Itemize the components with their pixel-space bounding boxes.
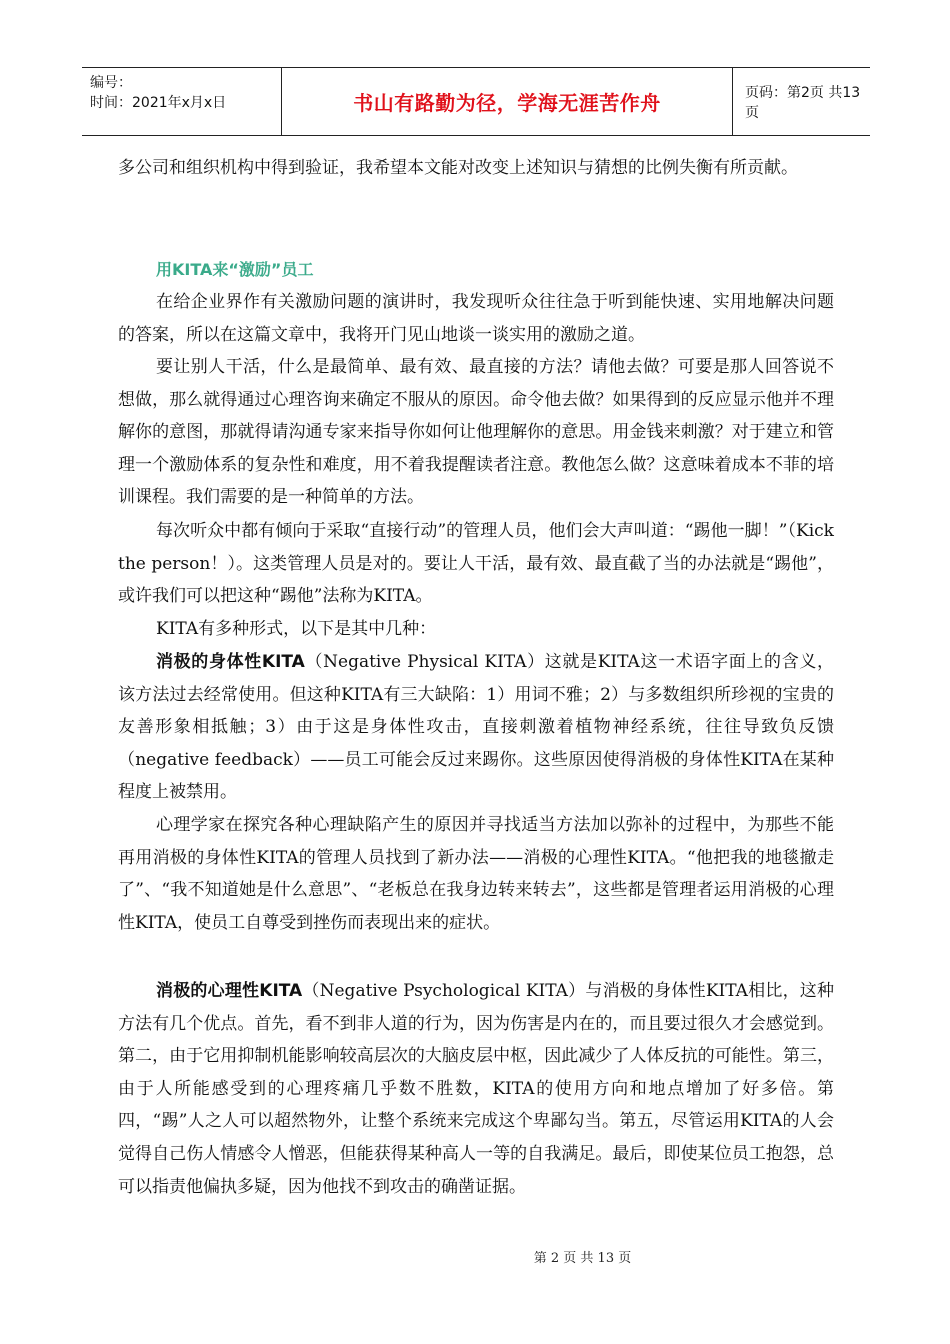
page-footer: 第 2 页 共 13 页 (533, 1251, 632, 1266)
date-label: 时间：2021年x月x日 (90, 95, 227, 111)
serial-number-label: 编号： (90, 75, 132, 91)
paragraph-3: 每次听众中都有倾向于采取“直接行动”的管理人员，他们会大声叫道：“踢他一脚！”（Kick the person！）。这类管理人员是对的。要让人干活，最有效、最直截了当的办法就是“踢他”，或许我们可以把这种“踢他”法称为KITA。 (118, 521, 834, 607)
paragraph-2: 要让别人干活，什么是最简单、最有效、最直接的方法？请他去做？可要是那人回答说不想做，那么就得通过心理咨询来确定不服从的原因。命令他去做？如果得到的反应显示他并不理解你的意图，那就得请沟通专家来指导你如何让他理解你的意思。用金钱来刺激？对于建立和管理一个激励体系的复杂性和难度，用不着我提醒读者注意。教他怎么做？这意味着成本不菲的培训课程。我们需要的是一种简单的方法。 (118, 357, 834, 508)
term-negative-psychological-kita: 消极的心理性KITA (156, 981, 303, 1001)
paragraph-6: 心理学家在探究各种心理缺陷产生的原因并寻找适当方法加以弥补的过程中，为那些不能再用消极的身体性KITA的管理人员找到了新办法——消极的心理性KITA。“他把我的地毯撤走了”、“我不知道她是什么意思”、“老板总在我身边转来转去”，这些都是管理者运用消极的心理性KITA，使员工自尊受到挫伤而表现出来的症状。 (118, 815, 834, 933)
header-motto-cell (282, 68, 733, 135)
header-page-info: 页码：第2页 共13页 (745, 84, 861, 121)
header-motto: 书山有路勤为径，学海无涯苦作舟 (353, 91, 661, 115)
section-heading: 用KITA来“激励”员工 (156, 260, 314, 279)
header-left-cell (82, 68, 282, 135)
paragraph-4: KITA有多种形式，以下是其中几种： (156, 619, 437, 639)
paragraph-7 (118, 975, 834, 1203)
paragraph-5 (118, 646, 834, 809)
paragraph-5-text: （Negative Physical KITA）这就是KITA这一术语字面上的含义，该方法过去经常使用。但这种KITA有三大缺陷：1）用词不雅；2）与多数组织所珍视的宝贵的友善形象相抵触；3）由于这是身体性攻击，直接刺激着植物神经系统，往往导致负反馈（negative feedback）——员工可能会反过来踢你。这些原因使得消极的身体性KITA在某种程度上被禁用。 (118, 652, 834, 803)
page-header (82, 67, 870, 136)
header-page-cell (733, 68, 870, 135)
paragraph-continued: 多公司和组织机构中得到验证，我希望本文能对改变上述知识与猜想的比例失衡有所贡献。 (118, 158, 798, 178)
term-negative-physical-kita: 消极的身体性KITA (156, 652, 305, 672)
paragraph-1: 在给企业界作有关激励问题的演讲时，我发现听众往往急于听到能快速、实用地解决问题的答案，所以在这篇文章中，我将开门见山地谈一谈实用的激励之道。 (118, 292, 834, 345)
paragraph-7-text: （Negative Psychological KITA）与消极的身体性KITA相比，这种方法有几个优点。首先，看不到非人道的行为，因为伤害是内在的，而且要过很久才会感觉到。第二，由于它用抑制机能影响较高层次的大脑皮层中枢，因此减少了人体反抗的可能性。第三，由于人所能感受到的心理疼痛几乎数不胜数，KITA的使用方向和地点增加了好多倍。第四，“踢”人之人可以超然物外，让整个系统来完成这个卑鄙勾当。第五，尽管运用KITA的人会觉得自己伤人情感令人憎恶，但能获得某种高人一等的自我满足。最后，即使某位员工抱怨，总可以指责他偏执多疑，因为他找不到攻击的确凿证据。 (118, 981, 834, 1197)
